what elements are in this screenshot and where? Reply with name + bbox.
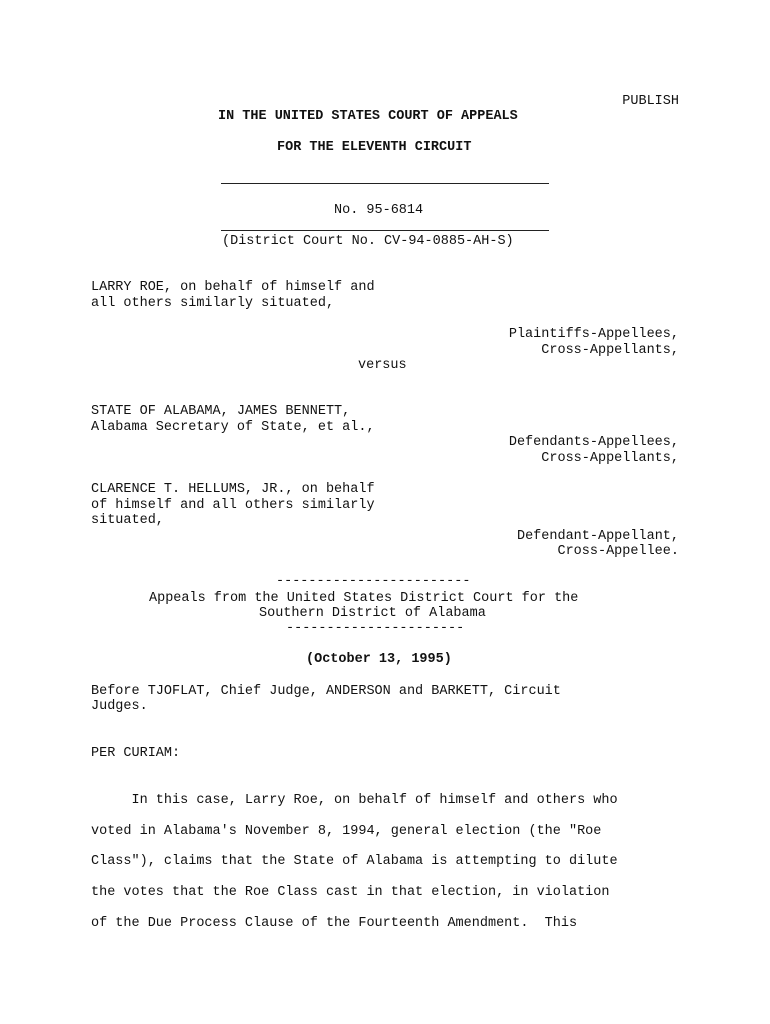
appeal-line2: Southern District of Alabama	[259, 606, 486, 621]
before-line1: Before TJOFLAT, Chief Judge, ANDERSON and BARKETT, Circuit	[91, 684, 561, 699]
body-line: the votes that the Roe Class cast in that election, in violation	[91, 885, 610, 900]
party1-role2: Cross-Appellants,	[541, 343, 679, 358]
party3-line3: situated,	[91, 513, 164, 528]
appeal-dash-top: ------------------------	[276, 574, 471, 589]
case-number: No. 95-6814	[334, 203, 424, 218]
party2-line2: Alabama Secretary of State, et al.,	[91, 420, 375, 435]
body-line: voted in Alabama's November 8, 1994, general election (the "Roe	[91, 824, 602, 839]
party2-line1: STATE OF ALABAMA, JAMES BENNETT,	[91, 404, 351, 419]
party3-line1: CLARENCE T. HELLUMS, JR., on behalf	[91, 482, 375, 497]
party3-role2: Cross-Appellee.	[557, 544, 679, 559]
court-title: IN THE UNITED STATES COURT OF APPEALS	[218, 109, 518, 124]
header-rule-top	[221, 183, 549, 184]
appeal-dash-bottom: ----------------------	[286, 621, 465, 636]
party1-line2: all others similarly situated,	[91, 296, 335, 311]
party2-role2: Cross-Appellants,	[541, 451, 679, 466]
party3-line2: of himself and all others similarly	[91, 498, 375, 513]
body-line: In this case, Larry Roe, on behalf of himself and others who	[91, 793, 618, 808]
body-line: of the Due Process Clause of the Fourteenth Amendment. This	[91, 916, 578, 931]
body-line: Class"), claims that the State of Alabama is attempting to dilute	[91, 854, 618, 869]
party1-role1: Plaintiffs-Appellees,	[508, 327, 679, 342]
before-line2: Judges.	[91, 699, 148, 714]
versus-label: versus	[358, 358, 407, 373]
appeal-line1: Appeals from the United States District Court for the	[149, 591, 579, 606]
party1-line1: LARRY ROE, on behalf of himself and	[91, 280, 375, 295]
decision-date: (October 13, 1995)	[306, 652, 452, 667]
per-curiam-heading: PER CURIAM:	[91, 746, 181, 761]
party3-role1: Defendant-Appellant,	[516, 529, 679, 544]
district-case-number: (District Court No. CV-94-0885-AH-S)	[222, 234, 514, 249]
publish-label: PUBLISH	[622, 94, 679, 109]
party2-role1: Defendants-Appellees,	[508, 435, 679, 450]
circuit-title: FOR THE ELEVENTH CIRCUIT	[277, 140, 472, 155]
header-rule-bottom	[221, 230, 549, 231]
